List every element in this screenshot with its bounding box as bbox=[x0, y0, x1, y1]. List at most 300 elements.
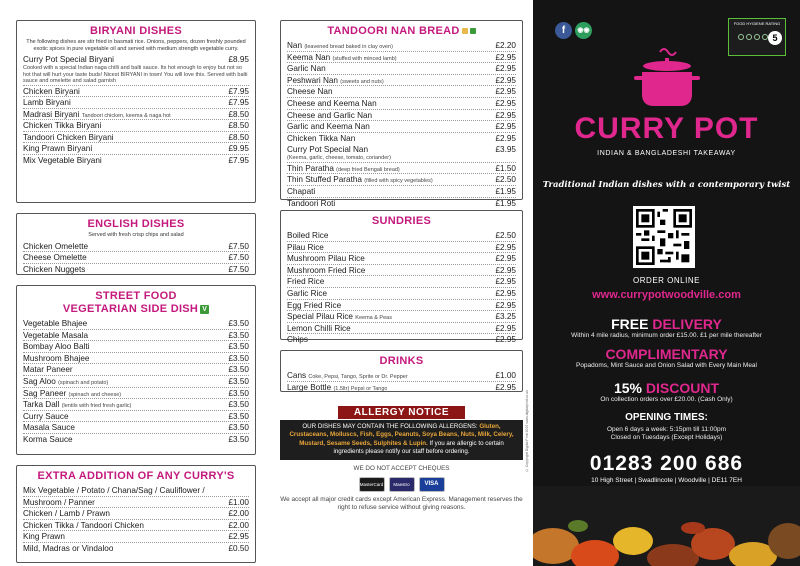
hot-icon bbox=[462, 28, 468, 34]
menu-item bbox=[23, 318, 249, 330]
item-price: £7.95 bbox=[228, 98, 249, 108]
item-name bbox=[287, 75, 384, 87]
no-cheques-notice: WE DO NOT ACCEPT CHEQUES bbox=[353, 464, 450, 472]
menu-item bbox=[287, 323, 516, 335]
item-price: £2.95 bbox=[495, 110, 516, 120]
item-price: £2.95 bbox=[495, 335, 516, 345]
menu-column-left bbox=[0, 0, 268, 566]
allergy-outro: If you are allergic to certain ingredients please notify our staff before ordering. bbox=[333, 439, 504, 456]
item-name-text: Tandoori Chicken Biryani bbox=[23, 132, 114, 142]
menu-item bbox=[287, 174, 516, 186]
menu-item bbox=[23, 543, 249, 555]
opening-title: OPENING TIMES: bbox=[625, 412, 708, 423]
street-food-section bbox=[16, 285, 256, 455]
item-price: £2.95 bbox=[495, 288, 516, 298]
menu-item bbox=[23, 97, 249, 109]
item-name-text: Tarka Dall bbox=[23, 400, 60, 410]
item-price: £2.95 bbox=[495, 265, 516, 275]
item-name bbox=[287, 265, 365, 276]
item-description: (lentils with fried fresh garlic) bbox=[61, 403, 132, 410]
biryani-heading: BIRYANI DISHES bbox=[89, 25, 183, 37]
extra-addition-section bbox=[16, 465, 256, 563]
item-name-text: Cheese and Keema Nan bbox=[287, 98, 377, 108]
item-name-text: Cans bbox=[287, 371, 307, 380]
item-name bbox=[23, 318, 87, 329]
item-price: £2.95 bbox=[495, 300, 516, 310]
item-name-text: Mix Vegetable Biryani bbox=[23, 156, 102, 166]
item-name-text: Sag Paneer bbox=[23, 388, 67, 398]
menu-item bbox=[23, 143, 249, 155]
item-price: £1.00 bbox=[228, 497, 249, 507]
drinks-heading: DRINKS bbox=[379, 355, 424, 367]
allergy-title: ALLERGY NOTICE bbox=[338, 406, 465, 419]
item-price: £7.95 bbox=[228, 156, 249, 166]
opening-times bbox=[533, 410, 800, 442]
item-price: £3.50 bbox=[228, 411, 249, 421]
item-name bbox=[287, 174, 433, 186]
item-name-text: Keema Nan bbox=[287, 52, 331, 62]
item-price: £2.95 bbox=[495, 87, 516, 97]
menu-item bbox=[287, 86, 516, 98]
menu-item bbox=[23, 485, 249, 497]
menu-item bbox=[287, 230, 516, 242]
menu-item bbox=[23, 520, 249, 532]
item-price: £3.50 bbox=[228, 342, 249, 352]
item-name-text: Vegetable Masala bbox=[23, 330, 89, 340]
item-description: (sweets and nuts) bbox=[340, 78, 384, 85]
item-name-text: Pilau Rice bbox=[287, 242, 324, 252]
menu-item bbox=[287, 121, 516, 133]
item-name-text: Mild, Madras or Vindaloo bbox=[23, 543, 114, 553]
nan-list bbox=[287, 40, 516, 144]
item-name-text: Mushroom Pilau Rice bbox=[287, 254, 365, 264]
english-heading: ENGLISH DISHES bbox=[87, 218, 185, 230]
item-name-text: Lemon Chilli Rice bbox=[287, 323, 351, 333]
facebook-icon[interactable]: f bbox=[555, 22, 572, 39]
item-price: £2.95 bbox=[495, 52, 516, 62]
sundries-heading: SUNDRIES bbox=[371, 215, 432, 227]
spices-image-icon bbox=[533, 486, 800, 566]
delivery-title bbox=[533, 316, 800, 332]
item-name bbox=[23, 330, 88, 341]
item-name-text: Cheese Omelette bbox=[23, 253, 87, 263]
brand-tagline: Traditional Indian dishes with a contemporary twist bbox=[542, 180, 791, 190]
item-name bbox=[287, 311, 392, 323]
item-price: £7.50 bbox=[228, 264, 249, 274]
nan-heading-text: TANDOORI NAN BREAD bbox=[327, 25, 460, 37]
item-price: £3.50 bbox=[228, 353, 249, 363]
discount-title-a: 15% bbox=[613, 380, 646, 396]
item-price: £7.50 bbox=[228, 241, 249, 251]
item-name-text: Peshwari Nan bbox=[287, 75, 338, 85]
item-price: £3.50 bbox=[228, 365, 249, 375]
item-name bbox=[23, 155, 102, 166]
drinks-list bbox=[287, 370, 516, 393]
menu-item bbox=[287, 110, 516, 122]
visa-icon: VISA bbox=[419, 477, 445, 492]
item-name-text: Vegetable Bhajee bbox=[23, 319, 88, 328]
item-price: £2.95 bbox=[495, 242, 516, 252]
item-name-text: Chicken Biryani bbox=[23, 86, 80, 96]
item-price: £8.50 bbox=[228, 121, 249, 131]
sundries-section bbox=[280, 210, 523, 345]
menu-item bbox=[23, 388, 249, 400]
menu-item bbox=[23, 497, 249, 509]
menu-item bbox=[23, 330, 249, 342]
item-name-text: Matar Paneer bbox=[23, 365, 73, 375]
nan-list-2 bbox=[287, 163, 516, 209]
free-delivery-offer bbox=[533, 316, 800, 340]
menu-item bbox=[287, 40, 516, 52]
english-note: Served with fresh crisp chips and salad bbox=[88, 232, 184, 238]
item-price: £3.50 bbox=[228, 376, 249, 386]
item-name-text: Special Pilau Rice bbox=[287, 312, 353, 322]
item-name-text: Mix Vegetable / Potato / Chana/Sag / Cauliflower / bbox=[23, 486, 205, 495]
item-price: £9.95 bbox=[228, 144, 249, 154]
item-name bbox=[287, 334, 308, 345]
hygiene-dot bbox=[746, 34, 752, 40]
item-name bbox=[287, 198, 335, 209]
item-name bbox=[287, 370, 408, 382]
menu-item bbox=[23, 399, 249, 411]
item-price: £1.95 bbox=[495, 187, 516, 197]
item-name-text: Boiled Rice bbox=[287, 231, 329, 240]
item-price: £0.50 bbox=[228, 543, 249, 553]
allergy-intro: OUR DISHES MAY CONTAIN THE FOLLOWING ALLERGENS: bbox=[302, 423, 478, 430]
item-name bbox=[287, 276, 324, 287]
item-price: £3.50 bbox=[228, 423, 249, 433]
item-name bbox=[287, 382, 387, 394]
item-name bbox=[287, 253, 365, 264]
item-name bbox=[287, 98, 377, 109]
item-name-text: Mushroom Fried Rice bbox=[287, 265, 366, 275]
item-name bbox=[287, 242, 324, 253]
brand-panel bbox=[533, 0, 800, 566]
item-price: £2.95 bbox=[495, 323, 516, 333]
menu-item bbox=[287, 382, 516, 394]
item-name-text: Curry Sauce bbox=[23, 411, 69, 421]
discount-text: On collection orders over £20.00. (Cash Only) bbox=[600, 396, 733, 403]
item-name-text: Thin Stuffed Paratha bbox=[287, 175, 362, 185]
item-name-text: Tandoori Roti bbox=[287, 198, 336, 208]
item-name bbox=[23, 399, 131, 411]
menu-item bbox=[23, 531, 249, 543]
item-price: £8.50 bbox=[228, 109, 249, 119]
item-price: £2.95 bbox=[495, 122, 516, 132]
item-name bbox=[287, 186, 315, 197]
tripadvisor-icon[interactable]: ◉◉ bbox=[575, 22, 592, 39]
item-name-text: Bombay Aloo Balti bbox=[23, 342, 90, 352]
menu-item bbox=[23, 422, 249, 434]
item-price: £3.25 bbox=[495, 312, 516, 322]
menu-item bbox=[287, 300, 516, 312]
item-name bbox=[287, 163, 400, 175]
item-price: £2.50 bbox=[495, 175, 516, 185]
item-name bbox=[23, 434, 73, 445]
item-name-text: Chips bbox=[287, 335, 308, 345]
brand-name: CURRY POT bbox=[574, 112, 759, 145]
nan-bread-section bbox=[280, 20, 523, 208]
allergy-body bbox=[280, 420, 523, 460]
item-price: £2.20 bbox=[495, 41, 516, 50]
hygiene-label: FOOD HYGIENE RATING bbox=[733, 21, 781, 26]
payment-note: We accept all major credit cards except American Express. Management reserves the right to refuse service without giving reasons. bbox=[280, 495, 523, 511]
item-name bbox=[23, 520, 144, 531]
menu-item bbox=[287, 311, 516, 323]
item-price: £8.95 bbox=[228, 55, 249, 64]
item-name bbox=[287, 133, 355, 144]
delivery-text: Within 4 mile radius, minimum order £15.00. £1 per mile thereafter bbox=[571, 332, 762, 339]
item-name bbox=[23, 364, 73, 375]
menu-item bbox=[23, 120, 249, 132]
menu-item bbox=[23, 353, 249, 365]
item-name: Curry Pot Special Biryani bbox=[23, 55, 115, 64]
menu-item bbox=[287, 198, 516, 210]
menu-item bbox=[287, 186, 516, 198]
item-name bbox=[23, 508, 110, 519]
menu-item bbox=[23, 508, 249, 520]
english-section bbox=[16, 213, 256, 275]
menu-item bbox=[23, 155, 249, 167]
brand-subtitle: INDIAN & BANGLADESHI TAKEAWAY bbox=[597, 150, 736, 157]
item-price: £2.95 bbox=[495, 254, 516, 264]
item-description: (filled with spicy vegetables) bbox=[364, 178, 433, 185]
extra-list bbox=[23, 485, 249, 555]
item-name-text: King Prawn Biryani bbox=[23, 144, 93, 154]
english-list bbox=[23, 241, 249, 276]
item-name bbox=[287, 300, 341, 311]
item-description: Coke, Pepsi, Tango, Sprite or Dr. Pepper bbox=[308, 374, 408, 380]
item-price: £3.50 bbox=[228, 388, 249, 398]
item-name bbox=[287, 323, 351, 334]
item-name-text: Chicken Tikka / Tandoori Chicken bbox=[23, 520, 144, 530]
item-name-text: Chicken / Lamb / Prawn bbox=[23, 509, 110, 519]
item-name bbox=[23, 132, 114, 143]
menu-item bbox=[23, 86, 249, 98]
item-name-text: Korma Sauce bbox=[23, 434, 73, 444]
item-name bbox=[23, 485, 205, 496]
item-name bbox=[23, 376, 108, 388]
item-name-text: Cheese and Garlic Nan bbox=[287, 110, 373, 120]
item-name bbox=[23, 252, 87, 263]
menu-item bbox=[23, 241, 249, 253]
item-name bbox=[23, 341, 89, 352]
menu-item bbox=[287, 163, 516, 175]
opening-line-2: Closed on Tuesdays (Except Holidays) bbox=[610, 434, 723, 441]
item-price: £3.50 bbox=[228, 319, 249, 328]
item-name-text: Nan bbox=[287, 41, 303, 50]
item-name bbox=[287, 288, 327, 299]
menu-item bbox=[287, 242, 516, 254]
item-name bbox=[23, 109, 171, 121]
menu-item bbox=[287, 253, 516, 265]
drinks-section bbox=[280, 350, 523, 392]
item-name-text: Large Bottle bbox=[287, 382, 332, 392]
opening-line-1: Open 6 days a week: 5:15pm till 11:00pm bbox=[606, 426, 727, 433]
maestro-icon: Maestro bbox=[389, 477, 415, 492]
menu-column-middle bbox=[268, 0, 533, 566]
item-description: Keema & Peas bbox=[355, 315, 392, 322]
payment-cards bbox=[280, 477, 523, 492]
item-price: £3.50 bbox=[228, 330, 249, 340]
item-name bbox=[23, 531, 65, 542]
item-name-text: Cheese Nan bbox=[287, 87, 333, 97]
biryani-special-item bbox=[23, 54, 249, 86]
item-name-text: Egg Fried Rice bbox=[287, 300, 342, 310]
menu-item bbox=[287, 370, 516, 382]
copyright-text: © Copyright Digital Print 2019 www.digitalprint.co.uk bbox=[525, 390, 529, 473]
social-icons bbox=[555, 22, 592, 39]
item-price: £3.50 bbox=[228, 400, 249, 410]
item-price: £8.50 bbox=[228, 132, 249, 142]
menu-item bbox=[287, 276, 516, 288]
item-price: £2.50 bbox=[495, 231, 516, 240]
item-name bbox=[287, 52, 397, 64]
item-name bbox=[23, 422, 75, 433]
item-name-text: King Prawn bbox=[23, 532, 65, 542]
item-price: £2.95 bbox=[228, 532, 249, 542]
discount-title-b: DISCOUNT bbox=[645, 380, 720, 396]
item-price: £2.00 bbox=[228, 509, 249, 519]
mastercard-icon: MasterCard bbox=[359, 477, 385, 492]
item-price: £1.50 bbox=[495, 163, 516, 173]
item-name-text: Madrasi Biryani bbox=[23, 109, 80, 119]
item-name bbox=[23, 86, 80, 97]
item-name bbox=[23, 497, 95, 508]
item-description: (stuffed with minced lamb) bbox=[332, 55, 397, 62]
delivery-title-a: FREE bbox=[611, 316, 653, 332]
item-name-text: Chapati bbox=[287, 187, 316, 197]
item-name-text: Sag Aloo bbox=[23, 376, 56, 386]
item-name-text: Thin Paratha bbox=[287, 163, 334, 173]
hygiene-dot bbox=[754, 34, 760, 40]
item-name bbox=[287, 230, 328, 241]
biryani-section bbox=[16, 20, 256, 203]
menu-item bbox=[23, 264, 249, 276]
item-name-text: Fried Rice bbox=[287, 277, 325, 287]
item-name bbox=[23, 241, 88, 252]
hygiene-score: 5 bbox=[768, 31, 782, 45]
biryani-note: The following dishes are stir fried in basmati rice. Onions, peppers, dozen freshly pounded exotic spices in pure vegetable oil and served with medium strength vegetable curry. bbox=[26, 39, 246, 52]
vegetarian-heading-text: VEGETARIAN SIDE DISH bbox=[62, 303, 199, 315]
item-description: (Keema, garlic, cheese, tomato, coriander) bbox=[287, 155, 391, 162]
item-name-text: Chicken Omelette bbox=[23, 241, 89, 251]
nan-heading bbox=[287, 25, 516, 38]
item-name bbox=[23, 264, 85, 275]
curry-pot-logo-icon bbox=[632, 46, 702, 110]
item-price: £1.95 bbox=[495, 198, 516, 208]
item-name bbox=[23, 543, 113, 554]
menu-item bbox=[287, 265, 516, 277]
menu-item bbox=[23, 364, 249, 376]
menu-item bbox=[287, 63, 516, 75]
item-name bbox=[23, 120, 101, 131]
address: 10 High Street | Swadlincote | Woodville | DE11 7EH bbox=[591, 477, 742, 484]
item-price: £1.00 bbox=[495, 371, 516, 380]
item-price: £2.95 bbox=[495, 277, 516, 287]
menu-item bbox=[287, 75, 516, 87]
street-heading: STREET FOOD bbox=[95, 290, 177, 302]
item-name-text: Garlic and Keema Nan bbox=[287, 122, 370, 132]
item-description: (leavened bread baked in clay oven) bbox=[304, 44, 393, 50]
item-name-text: Mushroom / Panner bbox=[23, 497, 95, 507]
item-name bbox=[23, 388, 121, 400]
item-description: (1.5ltr) Pepsi or Tango bbox=[333, 385, 388, 392]
menu-item bbox=[23, 109, 249, 121]
biryani-list bbox=[23, 86, 249, 167]
website-link[interactable]: www.currypotwoodville.com bbox=[592, 289, 741, 301]
item-description: Cooked with a special Indian naga chilli and balti sauce. Its hot enough to enjoy but not so hot that will hurt your taste buds! Nicest BIRYANI in town! You will love this. Served with balti sauce and omelette and salad garnish bbox=[23, 65, 248, 84]
item-price: £7.50 bbox=[228, 253, 249, 263]
sundries-list bbox=[287, 230, 516, 346]
menu-item bbox=[23, 132, 249, 144]
item-name bbox=[287, 86, 333, 97]
menu-item bbox=[23, 341, 249, 353]
item-price: £2.95 bbox=[495, 75, 516, 85]
hygiene-dot bbox=[738, 34, 744, 40]
item-price: £3.50 bbox=[228, 434, 249, 444]
item-name bbox=[287, 121, 370, 132]
extra-heading: EXTRA ADDITION OF ANY CURRY'S bbox=[37, 470, 235, 482]
qr-code-icon[interactable] bbox=[633, 206, 695, 268]
nan-special-item bbox=[287, 144, 516, 163]
hygiene-rating-badge bbox=[728, 18, 786, 56]
menu-item bbox=[23, 376, 249, 388]
item-price: £2.00 bbox=[228, 520, 249, 530]
item-price: £3.95 bbox=[495, 145, 516, 155]
item-name bbox=[23, 143, 92, 154]
item-name bbox=[287, 110, 372, 121]
item-name-text: Garlic Rice bbox=[287, 288, 328, 298]
menu-item bbox=[23, 434, 249, 446]
complimentary-offer bbox=[533, 346, 800, 370]
item-description: (spinach and potato) bbox=[58, 379, 109, 386]
order-online-label: ORDER ONLINE bbox=[633, 276, 700, 285]
item-name-text: Lamb Biryani bbox=[23, 98, 71, 108]
veg-icon bbox=[470, 28, 476, 34]
item-price: £7.95 bbox=[228, 86, 249, 96]
allergen-list: Gluten, Crustaceans, Molluscs, Fish, Eggs, Peanuts, Soya Beans, Nuts, Milk, Celery, Mustard, Sesame Seeds, Sulphites & Lupin. bbox=[289, 423, 514, 447]
menu-item bbox=[23, 411, 249, 423]
item-name-text: Mushroom Bhajee bbox=[23, 353, 90, 363]
item-name-text: Chicken Tikka Biryani bbox=[23, 121, 102, 131]
menu-item bbox=[287, 288, 516, 300]
menu-item bbox=[287, 52, 516, 64]
item-name bbox=[287, 63, 326, 74]
item-name bbox=[287, 40, 393, 52]
item-price: £2.95 bbox=[495, 64, 516, 74]
vegetarian-heading bbox=[23, 303, 249, 316]
item-name-text: Masala Sauce bbox=[23, 423, 75, 433]
delivery-title-b: DELIVERY bbox=[652, 316, 722, 332]
item-name: Curry Pot Special Nan bbox=[287, 145, 368, 155]
item-name-text: Chicken Tikka Nan bbox=[287, 133, 356, 143]
item-name bbox=[23, 97, 71, 108]
menu-item bbox=[287, 98, 516, 110]
item-name bbox=[23, 411, 69, 422]
item-description: (deep fried Bengali bread) bbox=[336, 166, 400, 173]
item-name-text: Chicken Nuggets bbox=[23, 264, 86, 274]
discount-title bbox=[533, 380, 800, 396]
discount-offer bbox=[533, 380, 800, 404]
complimentary-title: COMPLIMENTARY bbox=[605, 346, 728, 362]
phone-number[interactable]: 01283 200 686 bbox=[589, 452, 744, 475]
item-price: £2.95 bbox=[495, 382, 516, 392]
menu-item bbox=[23, 252, 249, 264]
menu-item bbox=[287, 133, 516, 145]
complimentary-text: Popadoms, Mint Sauce and Onion Salad with Every Main Meal bbox=[575, 362, 757, 369]
item-price: £2.95 bbox=[495, 98, 516, 108]
